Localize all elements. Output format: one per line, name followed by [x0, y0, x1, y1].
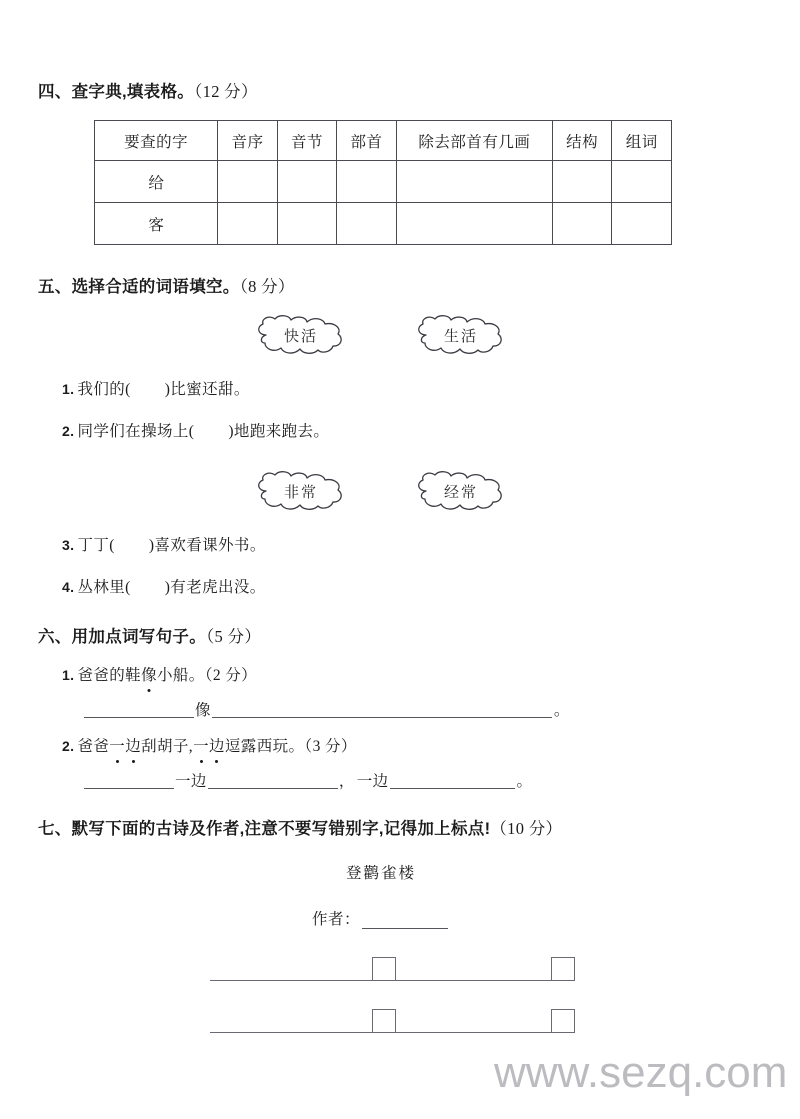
section-six-title: 六、用加点词写句子。	[38, 628, 206, 646]
section-seven-title: 七、默写下面的古诗及作者,注意不要写错别字,记得加上标点!	[38, 820, 491, 838]
column-header-remaining-strokes: 除去部首有几画	[396, 121, 552, 161]
cell-syllable[interactable]	[277, 203, 337, 245]
poem-blank-2b[interactable]	[396, 1013, 551, 1033]
row-char-gei: 给	[95, 161, 218, 203]
cell-remaining-strokes[interactable]	[396, 203, 552, 245]
question-text-after: )喜欢看课外书。	[148, 537, 266, 554]
author-input-blank[interactable]	[362, 912, 448, 929]
column-header-radical: 部首	[337, 121, 397, 161]
question-number: 1.	[62, 381, 75, 397]
poem-blank-1b[interactable]	[396, 961, 551, 981]
word-bubble-label: 快活	[283, 328, 318, 345]
dictionary-table-wrapper	[38, 120, 762, 245]
cell-pinyin-order[interactable]	[218, 203, 278, 245]
punctuation-box-2b[interactable]	[551, 1009, 575, 1033]
question-number: 2.	[62, 423, 75, 439]
word-bubble-feichang[interactable]	[252, 469, 348, 513]
poem-title: 登鹳雀楼	[345, 865, 416, 882]
section-five	[38, 273, 762, 597]
section-six-points: （5 分）	[206, 627, 262, 646]
cell-word[interactable]	[612, 203, 672, 245]
section-five-title: 五、选择合适的词语填空。	[38, 278, 240, 296]
emphasized-word: 像	[141, 663, 157, 685]
poem-blank-1a[interactable]	[210, 961, 372, 981]
answer-row-6-1	[38, 701, 762, 718]
sentence-pre: 爸爸的鞋	[77, 667, 142, 684]
word-bubble-kuaihuo[interactable]	[252, 313, 348, 357]
author-row	[38, 907, 762, 929]
question-text-before: 丛林里(	[77, 579, 131, 596]
section-seven-points: （10 分）	[490, 819, 563, 838]
cell-structure[interactable]	[552, 203, 612, 245]
cell-radical[interactable]	[337, 161, 397, 203]
question-5-4	[38, 575, 762, 597]
question-5-1	[38, 377, 762, 399]
section-seven	[38, 815, 762, 1033]
sentence-post: 逗露西玩。	[224, 738, 305, 755]
word-bubble-jingchang[interactable]	[412, 469, 508, 513]
answer-keyword: 像	[195, 701, 211, 719]
cell-pinyin-order[interactable]	[218, 161, 278, 203]
answer-end-punct: 。	[516, 772, 533, 790]
question-number: 3.	[62, 537, 75, 553]
answer-keyword-1: 一边	[175, 772, 207, 790]
section-five-heading	[38, 273, 762, 297]
cell-remaining-strokes[interactable]	[396, 161, 552, 203]
section-four-title: 四、查字典,填表格。	[38, 83, 195, 101]
section-five-points: （8 分）	[239, 277, 295, 296]
word-bank-a	[38, 313, 762, 357]
answer-comma: ，	[338, 772, 355, 790]
section-seven-heading	[38, 815, 762, 839]
sentence-post: 小船。	[157, 667, 205, 684]
section-six-heading	[38, 623, 762, 647]
item-points: （2 分）	[204, 667, 258, 684]
answer-blank-3[interactable]	[390, 772, 515, 789]
answer-end-punct: 。	[553, 701, 570, 719]
answer-keyword-2: 一边	[356, 772, 389, 790]
question-text-before: 我们的(	[77, 381, 131, 398]
sentence-6-1	[38, 663, 762, 685]
cell-radical[interactable]	[337, 203, 397, 245]
word-bubble-shenghuo[interactable]	[412, 313, 508, 357]
emphasized-word-1: 一边	[109, 734, 141, 756]
table-header-row	[95, 121, 672, 161]
question-number: 2.	[62, 738, 75, 754]
question-text-before: 丁丁(	[77, 537, 115, 554]
section-six	[38, 623, 762, 789]
dictionary-table	[94, 120, 672, 245]
question-number: 1.	[62, 667, 75, 683]
poem-blank-2a[interactable]	[210, 1013, 372, 1033]
site-watermark: www.sezq.com	[494, 1048, 788, 1097]
column-header-word: 组词	[612, 121, 672, 161]
punctuation-box-1b[interactable]	[551, 957, 575, 981]
item-points: （3 分）	[304, 738, 357, 755]
question-5-3	[38, 533, 762, 555]
answer-blank-right[interactable]	[212, 701, 552, 718]
answer-row-6-2	[38, 772, 762, 789]
poem-answer-line-2	[38, 1009, 762, 1033]
poem-answer-line-1	[38, 957, 762, 981]
table-row	[95, 203, 672, 245]
table-row	[95, 161, 672, 203]
punctuation-box-1a[interactable]	[372, 957, 396, 981]
punctuation-box-2a[interactable]	[372, 1009, 396, 1033]
cell-word[interactable]	[612, 161, 672, 203]
section-four	[38, 78, 762, 245]
column-header-char: 要查的字	[95, 121, 218, 161]
section-four-heading	[38, 78, 762, 102]
column-header-structure: 结构	[552, 121, 612, 161]
section-four-points: （12 分）	[194, 82, 258, 101]
question-text-after: )有老虎出没。	[164, 579, 266, 596]
question-text-after: )比蜜还甜。	[164, 381, 250, 398]
row-char-ke: 客	[95, 203, 218, 245]
cell-structure[interactable]	[552, 161, 612, 203]
question-text-before: 同学们在操场上(	[77, 423, 195, 440]
word-bubble-label: 经常	[443, 484, 478, 501]
answer-blank-1[interactable]	[84, 772, 174, 789]
word-bubble-label: 非常	[283, 484, 318, 501]
question-5-2	[38, 419, 762, 441]
word-bank-b	[38, 469, 762, 513]
answer-blank-2[interactable]	[208, 772, 338, 789]
sentence-pre: 爸爸	[77, 738, 110, 755]
answer-blank-left[interactable]	[84, 701, 194, 718]
word-bubble-label: 生活	[443, 328, 478, 345]
emphasized-word-2: 一边	[193, 734, 225, 756]
question-text-after: )地跑来跑去。	[228, 423, 330, 440]
question-number: 4.	[62, 579, 75, 595]
sentence-mid: 刮胡子,	[141, 738, 194, 755]
author-label: 作者：	[311, 911, 360, 928]
column-header-pinyin-order: 音序	[218, 121, 278, 161]
column-header-syllable: 音节	[277, 121, 337, 161]
sentence-6-2	[38, 734, 762, 756]
cell-syllable[interactable]	[277, 161, 337, 203]
